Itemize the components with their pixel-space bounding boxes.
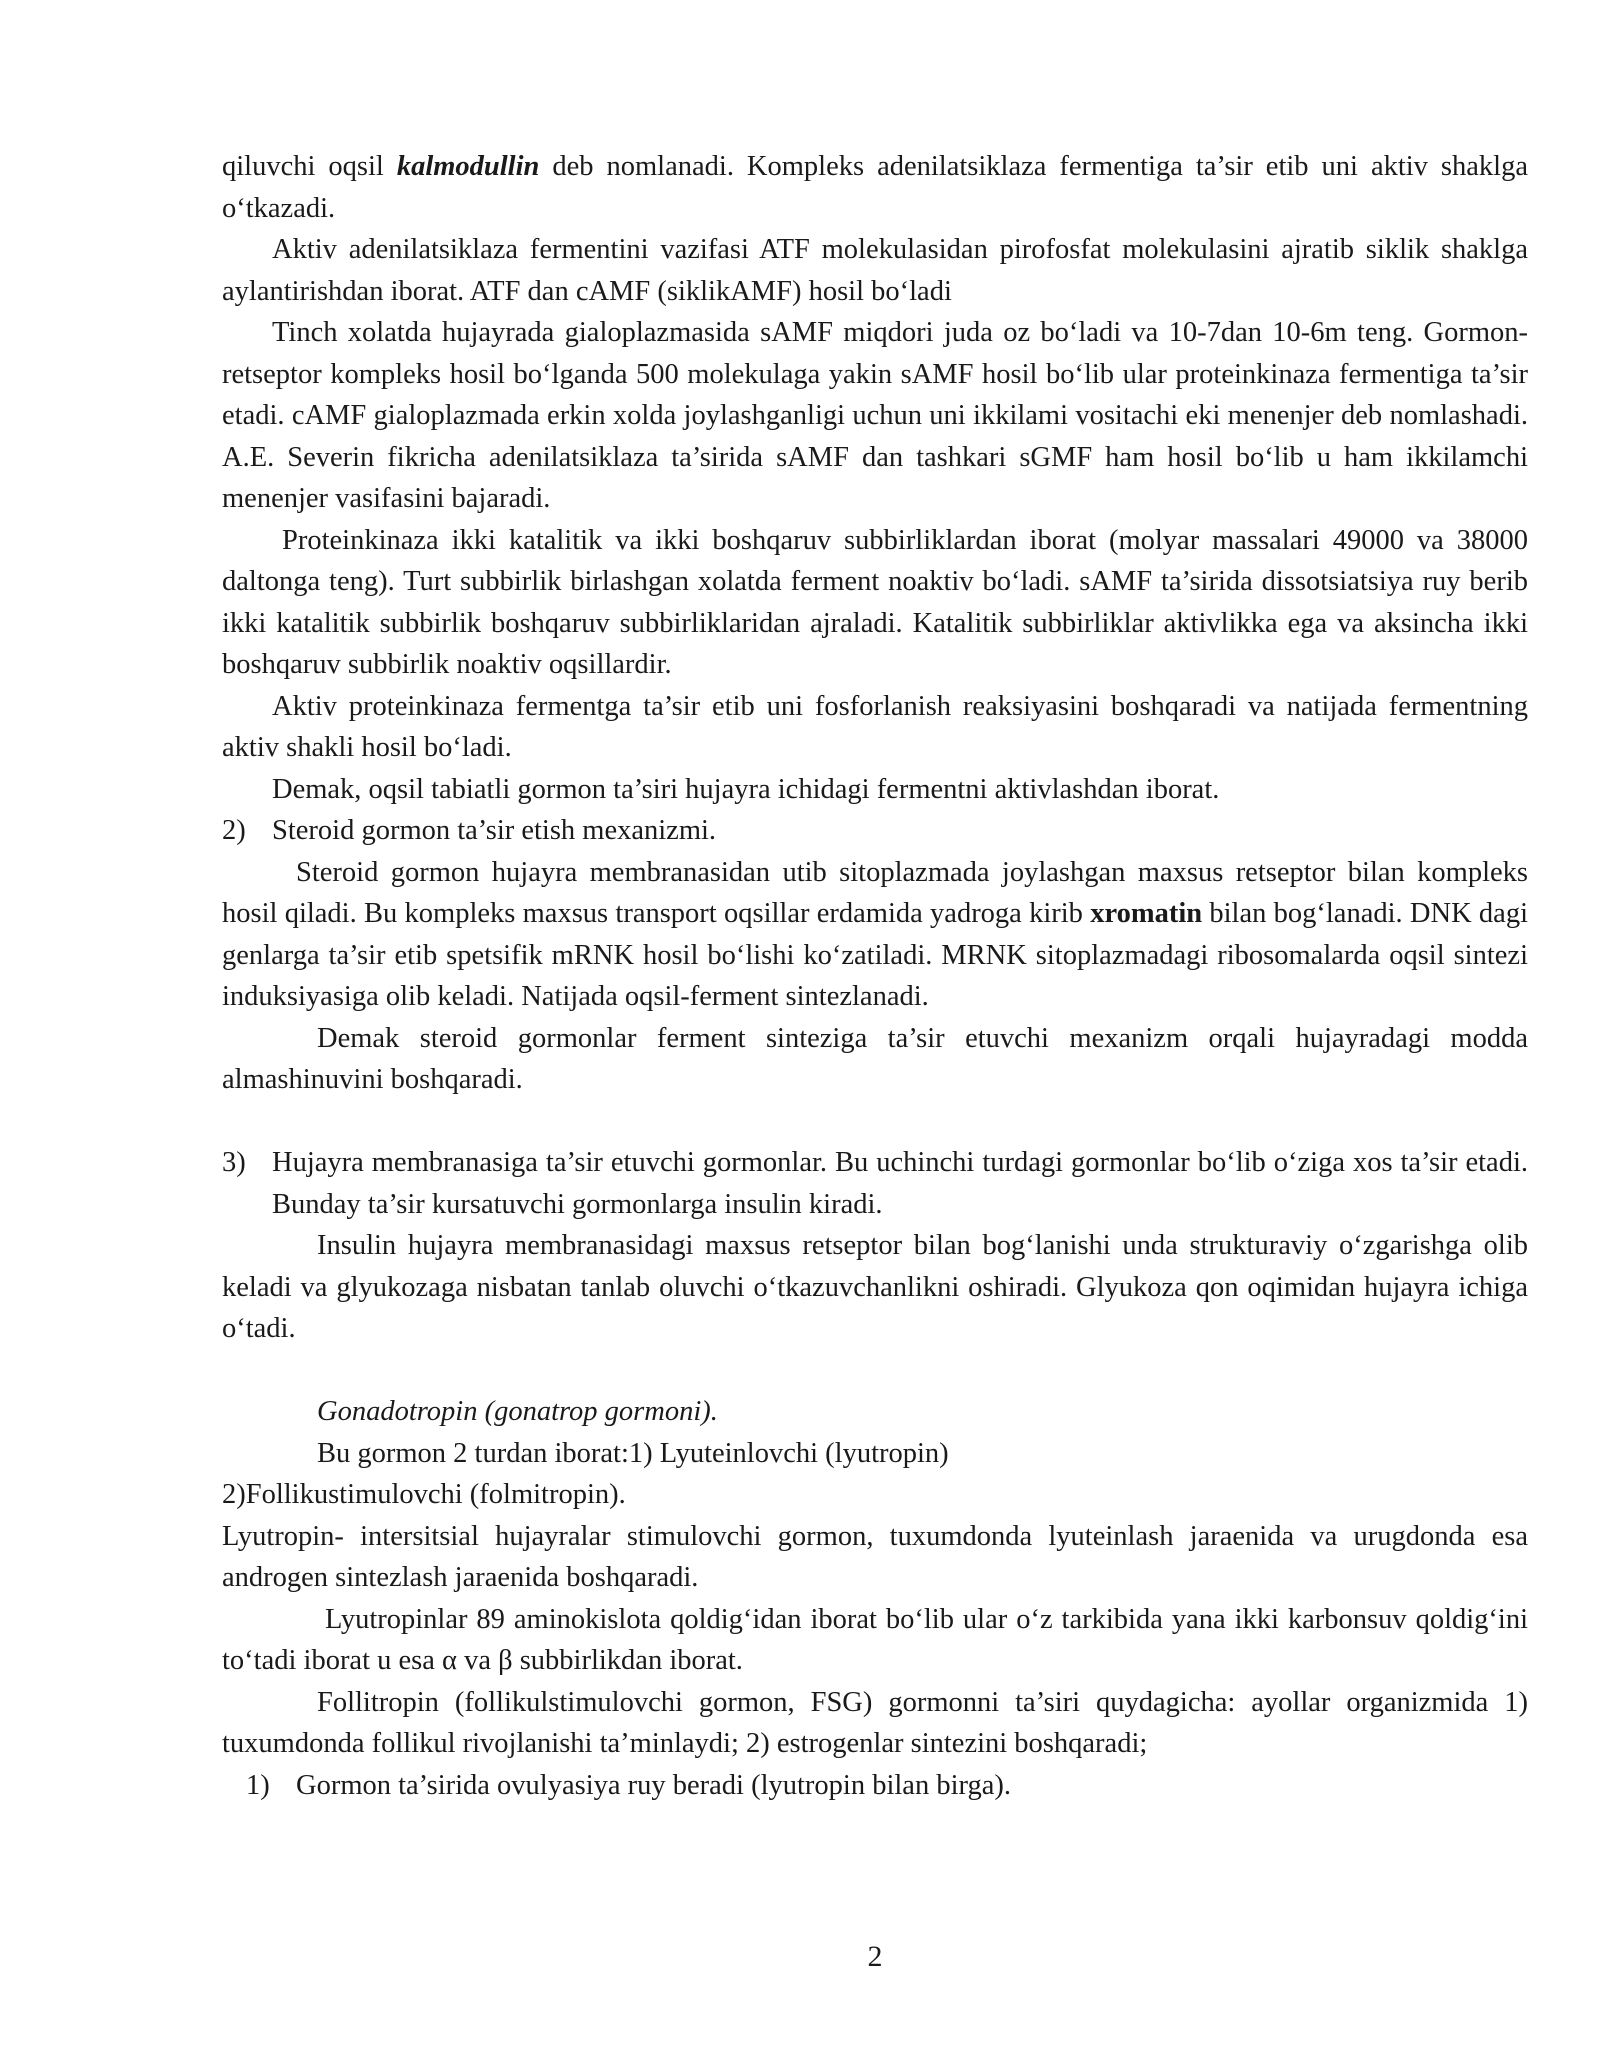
list-item-1 (222, 1765, 1528, 1807)
paragraph-3: Tinch xolatda hujayrada gialoplazmasida sAMF miqdori juda oz bo‘ladi va 10-7dan 10-6m teng. Gormon-retseptor kompleks hosil bo‘lganda 500 molekulaga yakin sAMF hosil bo‘lib ular proteinkinaza fermentiga ta’sir etadi. cAMF gialoplazmada erkin xolda joylashganligi uchun uni ikkilami vositachi eki menenjer deb nomlashadi. A.E. Severin fikricha adenilatsiklaza ta’sirida sAMF dan tashkari sGMF ham hosil bo‘lib u ham ikkilamchi menenjer vasifasini bajaradi. (222, 317, 1528, 514)
blank-line (222, 1101, 1528, 1143)
paragraph-9: Insulin hujayra membranasidagi maxsus retseptor bilan bog‘lanishi unda strukturaviy o‘zgarishga olib keladi va glyukozaga nisbatan tanlab oluvchi o‘tkazuvchanlikni oshiradi. Glyukoza qon oqimidan hujayra ichiga o‘tadi. (222, 1230, 1528, 1344)
term-kalmodullin: kalmodullin (396, 151, 540, 182)
paragraph-15: Follitropin (follikulstimulovchi gormon, FSG) gormonni ta’siri quydagicha: ayollar organizmida 1) tuxumdonda follikul rivojlanishi ta’minlaydi; 2) estrogenlar sintezini boshqaradi; (222, 1686, 1528, 1759)
paragraph-6: Demak, oqsil tabiatli gormon ta’siri hujayra ichidagi fermentni aktivlashdan iborat. (272, 773, 1220, 805)
paragraph-2: Aktiv adenilatsiklaza fermentini vazifasi ATF molekulasidan pirofosfat molekulasini ajratib siklik shaklga aylantirishdan iborat. ATF dan cAMF (siklikAMF) hosil bo‘ladi (222, 234, 1528, 307)
paragraph-8: Demak steroid gormonlar ferment sinteziga ta’sir etuvchi mexanizm orqali hujayradagi modda almashinuvini boshqaradi. (222, 1022, 1528, 1095)
page-number: 2 (867, 1940, 883, 1973)
text-run: qiluvchi oqsil (222, 151, 397, 182)
list-item-2 (222, 810, 1528, 852)
paragraph-5: Aktiv proteinkinaza fermentga ta’sir etib uni fosforlanish reaksiyasini boshqaradi va natijada fermentning aktiv shakli hosil bo‘ladi. (222, 690, 1528, 763)
list-text: Hujayra membranasiga ta’sir etuvchi gormonlar. Bu uchinchi turdagi gormonlar bo‘lib o‘ziga xos ta’sir etadi. Bunday ta’sir kursatuvchi gormonlarga insulin kiradi. (272, 1147, 1528, 1220)
paragraph-13: Lyutropin- intersitsial hujayralar stimulovchi gormon, tuxumdonda lyuteinlash jaraenida va urugdonda esa androgen sintezlash jaraenida boshqaradi. (222, 1520, 1528, 1593)
paragraph-7 (222, 852, 1528, 1018)
paragraph-1 (222, 146, 1528, 229)
list-item-3 (222, 1142, 1528, 1225)
paragraph-4: Proteinkinaza ikki katalitik va ikki boshqaruv subbirliklardan iborat (molyar massalari 49000 va 38000 daltonga teng). Turt subbirlik birlashgan xolatda ferment noaktiv bo‘ladi. sAMF ta’sirida dissotsiatsiya ruy berib ikki katalitik subbirlik boshqaruv subbirliklaridan ajraladi. Katalitik subbirliklar aktivlikka ega va aksincha ikki boshqaruv subbirlik noaktiv oqsillardir. (222, 524, 1528, 680)
term-xromatin: xromatin (1090, 898, 1203, 929)
list-number: 2) (222, 815, 246, 846)
document-body (222, 146, 1528, 1806)
section-heading: Gonadotropin (gonatrop gormoni). (317, 1396, 718, 1427)
list-text: Steroid gormon ta’sir etish mexanizmi. (272, 815, 717, 846)
text-run: bilan bog‘lanadi. DNK dagi genlarga ta’sir etib spetsifik mRNK hosil bo‘lishi ko‘zatiladi. MRNK sitoplazmadagi ribosomalarda oqsil sintezi induksiyasiga olib keladi. Natijada oqsil-ferment sintezlanadi. (222, 898, 1528, 1012)
paragraph-14: Lyutropinlar 89 aminokislota qoldig‘idan iborat bo‘lib ular o‘z tarkibida yana ikki karbonsuv qoldig‘ini to‘tadi iborat u esa α va β subbirlikdan iborat. (222, 1603, 1528, 1676)
paragraph-11: Bu gormon 2 turdan iborat:1) Lyuteinlovchi (lyutropin) (317, 1437, 949, 1469)
list-number: 1) (246, 1769, 270, 1801)
text-run: deb nomlanadi. Kompleks adenilatsiklaza fermentiga ta’sir etib uni aktiv shaklga o‘tkazadi. (222, 151, 1528, 224)
list-text: Gormon ta’sirida ovulyasiya ruy beradi (lyutropin bilan birga). (296, 1769, 1011, 1801)
text-run: Steroid gormon hujayra membranasidan utib sitoplazmada joylashgan maxsus retseptor bilan kompleks hosil qiladi. Bu kompleks maxsus transport oqsillar erdamida yadroga kirib (222, 856, 1528, 929)
paragraph-12: 2)Follikustimulovchi (folmitropin). (222, 1479, 626, 1510)
blank-line (222, 1350, 1528, 1392)
list-number: 3) (222, 1147, 246, 1178)
